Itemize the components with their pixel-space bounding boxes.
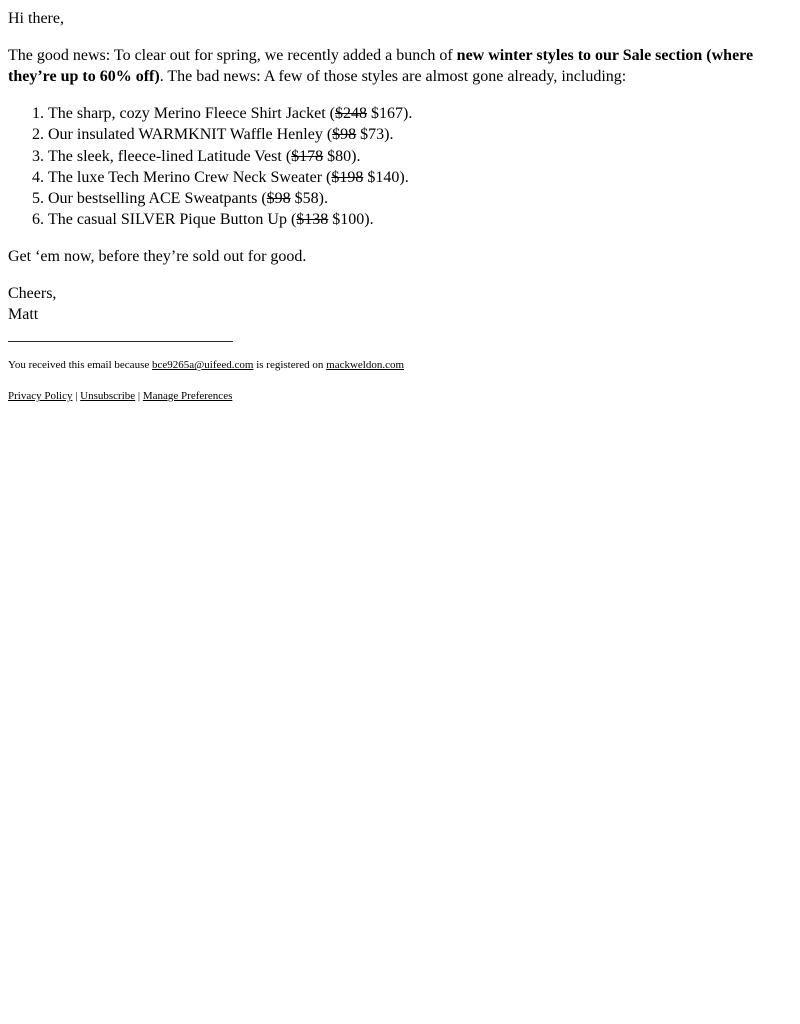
registration-prefix: You received this email because <box>8 359 152 372</box>
list-item <box>48 167 792 188</box>
product-old-price: $98 <box>332 126 357 144</box>
signoff-text: Cheers, <box>8 285 57 303</box>
greeting-text: Hi there, <box>8 10 64 27</box>
email-body <box>0 0 800 412</box>
sender-domain-link[interactable]: mackweldon.com <box>326 359 405 372</box>
product-suffix: ). <box>403 105 413 123</box>
list-item <box>48 146 792 167</box>
product-old-price: $98 <box>266 189 291 207</box>
product-old-price: $198 <box>331 168 364 186</box>
intro-paragraph <box>8 45 792 87</box>
call-to-action-text: Get ‘em now, before they’re sold out for good. <box>8 247 307 265</box>
product-new-price: $73 <box>360 126 385 144</box>
product-new-price: $80 <box>327 147 352 165</box>
product-old-price: $178 <box>291 147 324 165</box>
manage-preferences-link[interactable]: Manage Preferences <box>142 390 233 403</box>
product-description: The casual SILVER Pique Button Up ( <box>48 210 297 228</box>
footer-divider <box>8 341 233 342</box>
intro-after-bold: . The bad news: A few of those styles are almost gone already, including: <box>159 68 627 86</box>
product-description: Our bestselling ACE Sweatpants ( <box>48 189 267 207</box>
product-description: Our insulated WARMKNIT Waffle Henley ( <box>48 126 333 144</box>
product-list <box>8 103 792 230</box>
product-old-price: $138 <box>296 210 329 228</box>
list-item <box>48 124 792 145</box>
product-new-price: $58 <box>294 189 319 207</box>
intro-bold-highlight: new winter styles to our Sale section (where they’re up to 60% off) <box>8 47 754 86</box>
privacy-policy-link[interactable]: Privacy Policy <box>8 390 73 403</box>
footer-links <box>8 389 792 404</box>
list-item <box>48 103 792 124</box>
product-new-price: $100 <box>332 210 365 228</box>
product-description: The sharp, cozy Merino Fleece Shirt Jacket ( <box>48 105 336 123</box>
product-suffix: ). <box>399 168 409 186</box>
product-new-price: $140 <box>367 168 400 186</box>
product-suffix: ). <box>351 147 361 165</box>
intro-before-bold: The good news: To clear out for spring, we recently added a bunch of <box>8 47 457 65</box>
product-new-price: $167 <box>371 105 404 123</box>
product-suffix: ). <box>364 210 374 228</box>
link-separator: | <box>137 390 141 403</box>
signature-block <box>8 283 792 325</box>
product-suffix: ). <box>384 126 394 144</box>
registration-middle: is registered on <box>253 359 327 372</box>
recipient-email-link[interactable]: bce9265a@uifeed.com <box>151 359 254 372</box>
list-item <box>48 209 792 230</box>
list-item <box>48 188 792 209</box>
product-old-price: $248 <box>335 105 368 123</box>
link-separator: | <box>75 390 78 403</box>
product-description: The luxe Tech Merino Crew Neck Sweater ( <box>48 168 332 186</box>
sender-name: Matt <box>8 306 39 324</box>
product-description: The sleek, fleece-lined Latitude Vest ( <box>48 147 292 165</box>
product-suffix: ). <box>318 189 328 207</box>
unsubscribe-link[interactable]: Unsubscribe <box>80 390 136 403</box>
registration-notice <box>8 358 792 373</box>
